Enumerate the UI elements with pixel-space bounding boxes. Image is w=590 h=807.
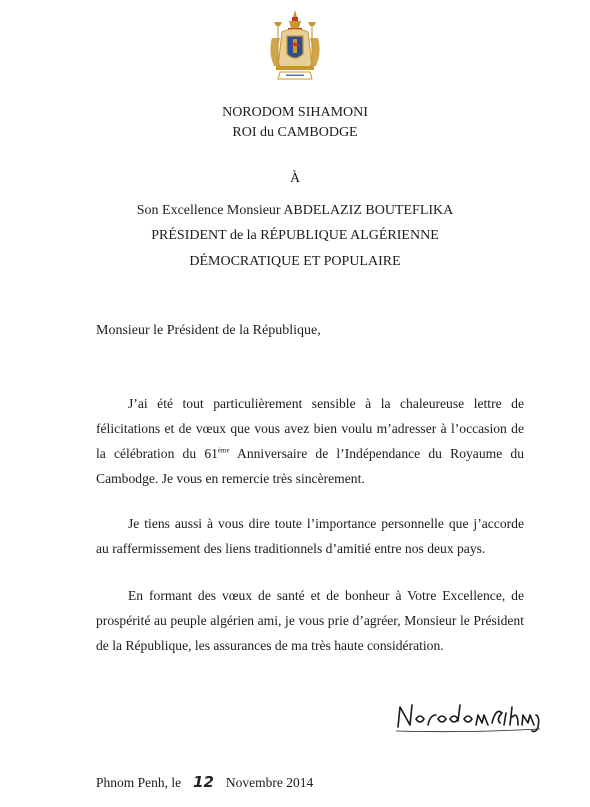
- recipient-line-3: DÉMOCRATIQUE ET POPULAIRE: [189, 254, 401, 269]
- recipient-prefix: À: [289, 171, 301, 186]
- date-day: 12: [193, 773, 214, 791]
- date-month-year: Novembre 2014: [225, 775, 314, 790]
- sender-title: ROI du CAMBODGE: [232, 125, 358, 140]
- body-paragraph-1-part-a: J’ai été tout particulièrement sensible à la chaleureuse lettre de félicitations et de vœux que vous avez bien voulu m’adresser à l’occasion de la célébration du 61: [96, 396, 524, 461]
- body-paragraph-1-part-b: Anniversaire de l’Indépendance du Royaume du Cambodge. Je vous en remercie très sincèrement.: [96, 446, 525, 486]
- date-place: Phnom Penh, le: [96, 775, 182, 790]
- handwritten-signature: [392, 693, 542, 735]
- royal-arms-of-cambodia-icon: [262, 8, 328, 84]
- body-paragraph-3: En formant des vœux de santé et de bonheur à Votre Excellence, de prospérité au peuple algérien ami, je vous prie d’agréer, Monsieur le Président de la République, les assurances de ma très haute considération.: [96, 588, 524, 653]
- recipient-line-1: Son Excellence Monsieur ABDELAZIZ BOUTEFLIKA: [136, 203, 454, 218]
- recipient-line-2: PRÉSIDENT de la RÉPUBLIQUE ALGÉRIENNE: [151, 228, 439, 243]
- ordinal-superscript: ème: [217, 446, 230, 455]
- date-line: [96, 773, 313, 792]
- sender-name: NORODOM SIHAMONI: [222, 105, 368, 120]
- body-paragraph-1: [96, 391, 524, 491]
- body-paragraph-2: Je tiens aussi à vous dire toute l’importance personnelle que j’accorde au raffermissement des liens traditionnels d’amitié entre nos deux pays.: [96, 516, 524, 556]
- salutation: Monsieur le Président de la République,: [96, 323, 321, 338]
